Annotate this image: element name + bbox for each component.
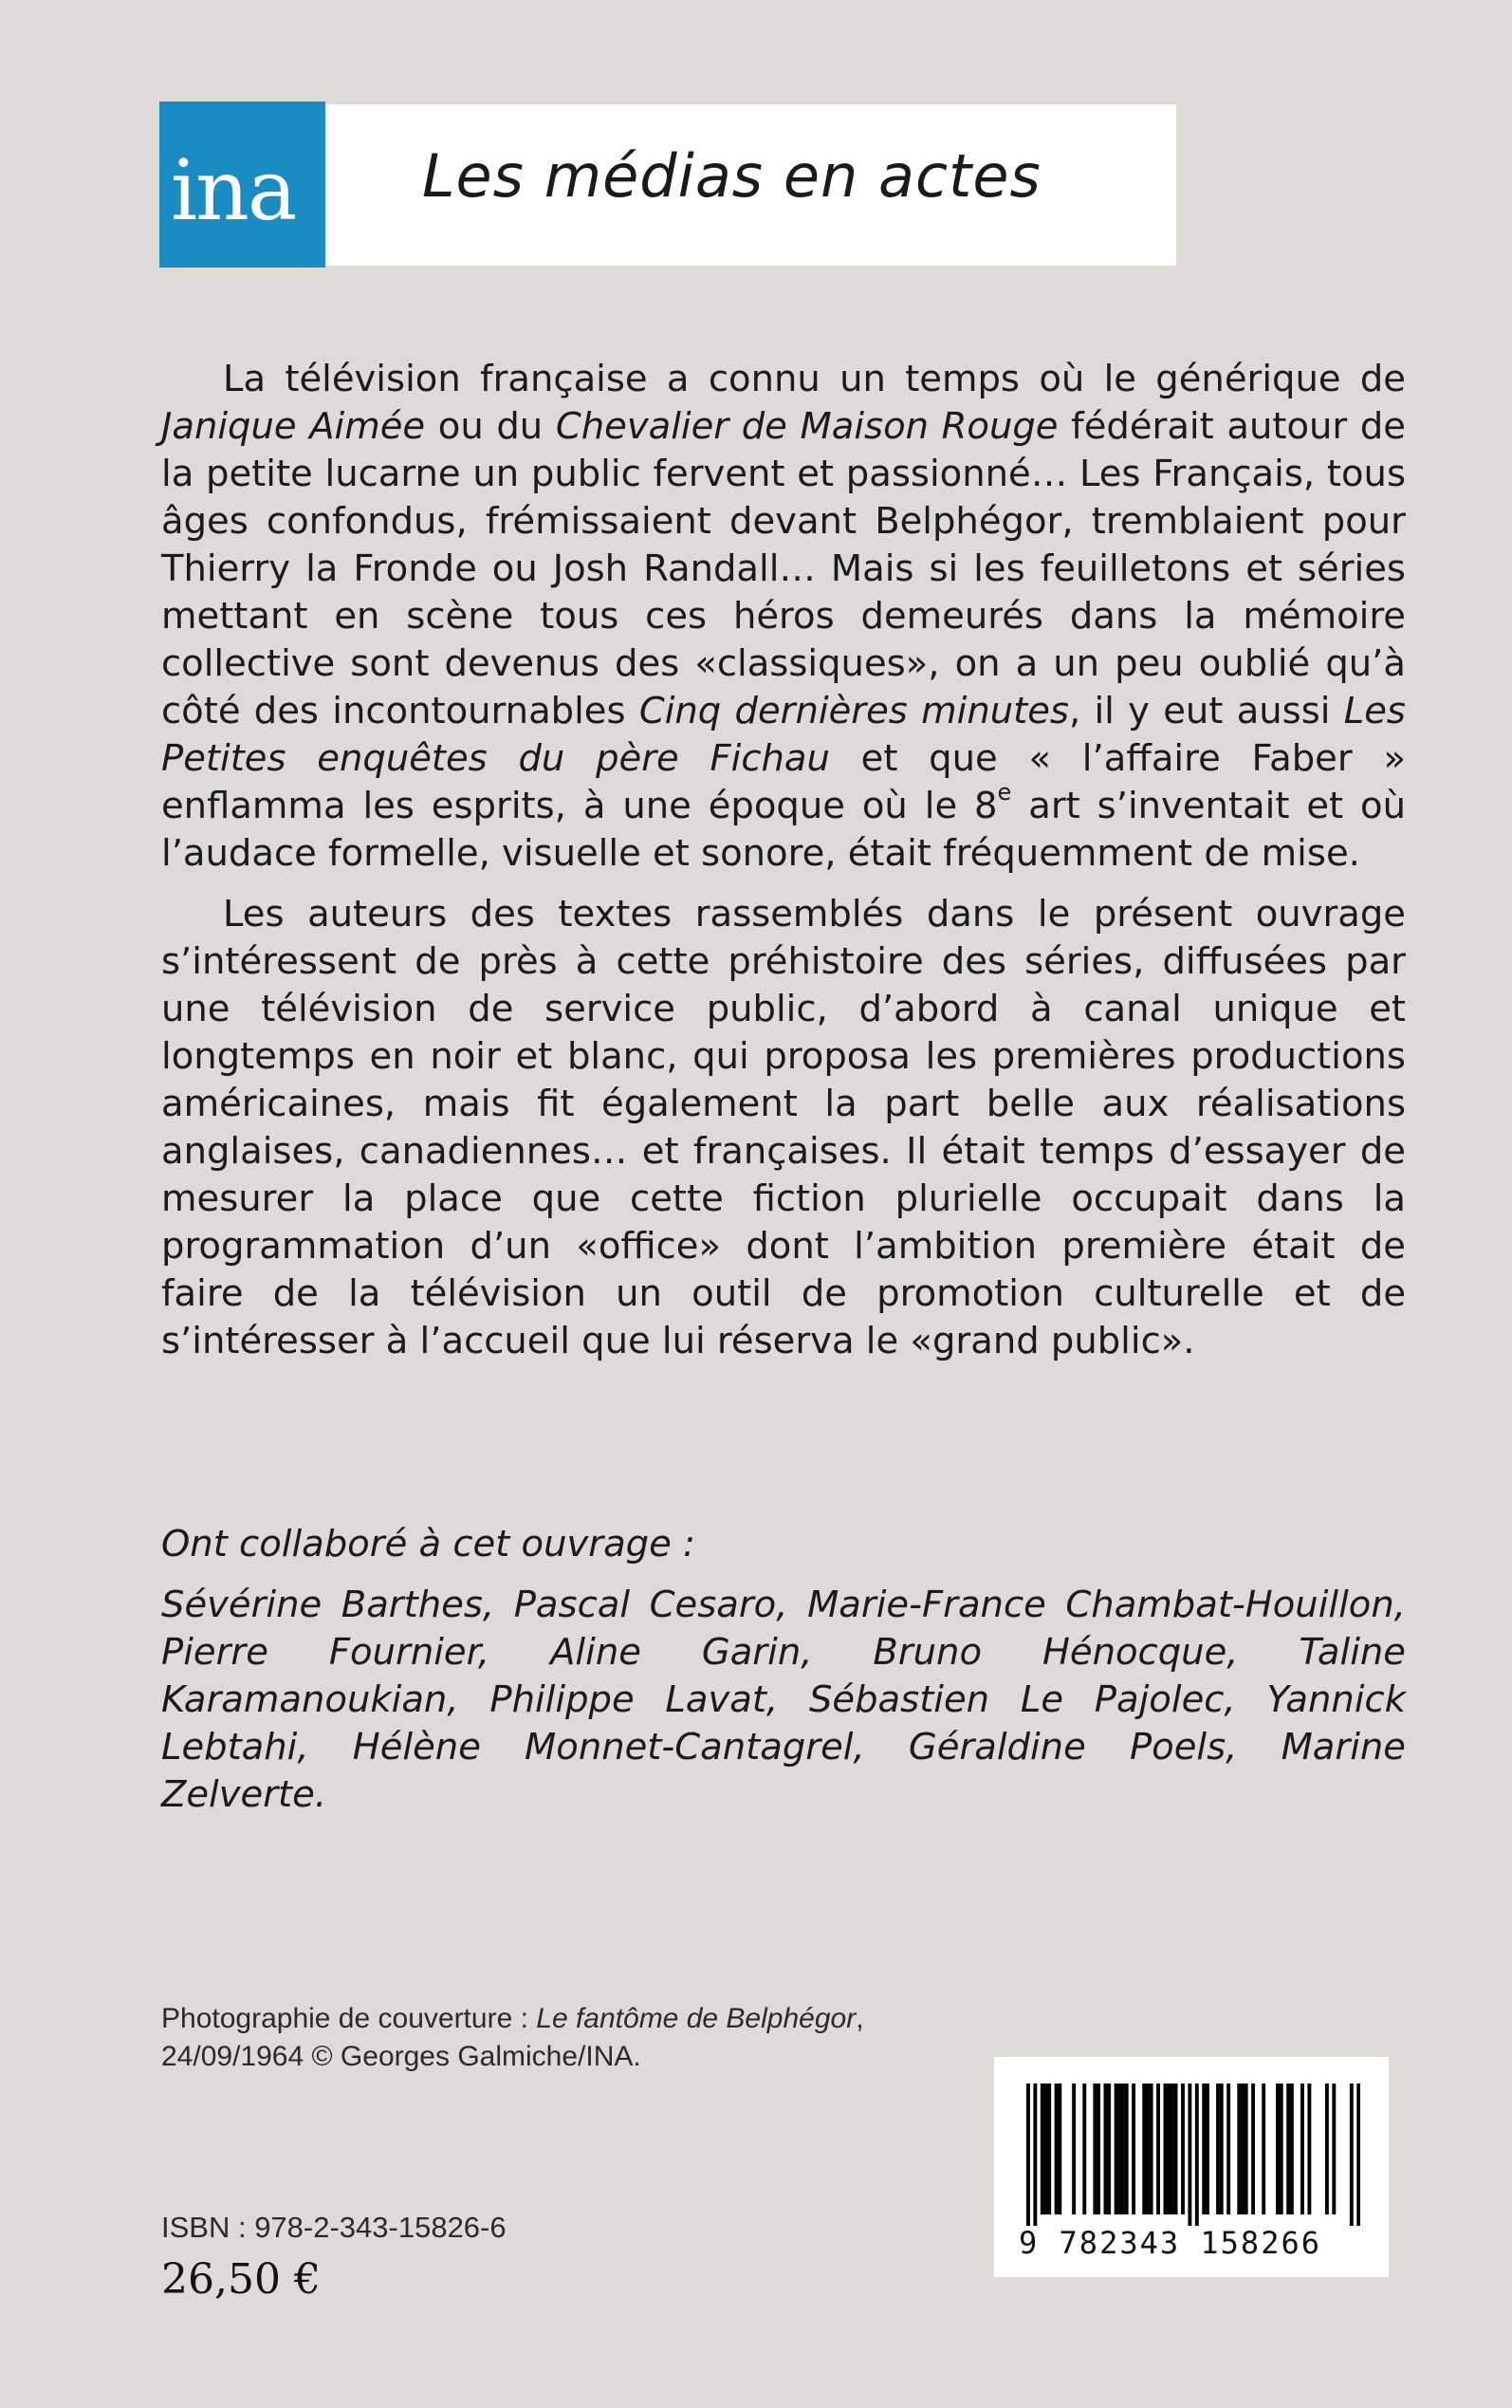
barcode-bar	[1280, 2084, 1283, 2214]
barcode-bar	[1356, 2084, 1360, 2226]
barcode-bar	[1044, 2084, 1048, 2214]
barcode-digits: 9 782343 158266	[1019, 2225, 1321, 2261]
series-title: Janique Aimée	[161, 405, 426, 448]
ina-logo	[159, 102, 325, 268]
barcode	[994, 2057, 1389, 2277]
barcode-bar	[1033, 2084, 1037, 2226]
barcode-bar	[1150, 2084, 1153, 2214]
barcode-bar	[1121, 2084, 1125, 2214]
photo-credit: Photographie de couverture : Le fantôme de Belphégor, 24/09/1964 © Georges Galmiche/INA.	[161, 2003, 864, 2072]
barcode-bar	[1097, 2084, 1100, 2214]
barcode-bar	[1245, 2084, 1248, 2214]
barcode-bar	[1220, 2084, 1224, 2214]
barcode-bar	[1107, 2084, 1111, 2214]
barcode-bar	[1226, 2084, 1230, 2214]
barcode-bar	[1156, 2084, 1160, 2214]
back-cover-blurb	[161, 356, 1406, 1365]
price: 26,50 €	[161, 2255, 321, 2304]
series-title: Cinq dernières minutes	[638, 690, 1069, 732]
barcode-bar	[1195, 2084, 1199, 2226]
barcode-bar	[1237, 2084, 1241, 2214]
barcode-bar	[1241, 2084, 1245, 2214]
barcode-bar	[1262, 2084, 1265, 2214]
barcode-bar	[1276, 2084, 1280, 2214]
blurb-paragraph-1: La télévision française a connu un temps où le générique de Janique Aimée ou du Chevalier de Maison Rouge fédérait autour de la petite lucarne un public fervent et passionné… Les Français, tous âges confondus, frémissaient devant Belphégor, tremblaient pour Thierry la Fronde ou Josh Randall… Mais si les feuilletons et séries mettant en scène tous ces héros demeurés dans la mémoire collective sont devenus des «classiques», on a un peu oublié qu’à côté des incontournables Cinq dernières minutes, il y eut aussi Les Petites enquêtes du père Fichau et que « l’affaire Faber » enflamma les esprits, à une époque où le 8e art s’inventait et où l’audace formelle, visuelle et sonore, était fréquemment de mise.	[161, 358, 1406, 875]
barcode-bar	[1093, 2084, 1097, 2214]
barcode-bar	[1325, 2084, 1329, 2214]
series-title: Les Petites enquêtes du père Fichau	[161, 690, 1406, 780]
barcode-bar	[1142, 2084, 1146, 2214]
barcode-bar	[1072, 2084, 1076, 2214]
barcode-bar	[1047, 2084, 1051, 2214]
barcode-bar	[1132, 2084, 1135, 2214]
barcode-bar	[1300, 2084, 1304, 2214]
barcode-bar	[1026, 2084, 1030, 2226]
barcode-bar	[1206, 2084, 1209, 2214]
barcode-bar	[1332, 2084, 1336, 2214]
barcode-bar	[1181, 2084, 1185, 2214]
blurb-paragraph-2: Les auteurs des textes rassemblés dans le présent ouvrage s’intéressent de près à cette préhistoire des séries, diffusées par une télévision de service public, d’abord à canal unique et longtemps en noir et blanc, qui proposa les premières productions américaines, mais fit également la part belle aux réalisations anglaises, canadiennes… et françaises. Il était temps d’essayer de mesurer la place que cette fiction plurielle occupait dans la programmation d’un «office» dont l’ambition première était de faire de la télévision un outil de promotion culturelle et de s’intéresser à l’accueil que lui réserva le «grand public».	[161, 893, 1406, 1362]
barcode-bar	[1125, 2084, 1129, 2214]
barcode-bar	[1164, 2084, 1168, 2214]
barcode-bar	[1202, 2084, 1206, 2214]
series-title: Chevalier de Maison Rouge	[555, 405, 1059, 448]
barcode-bar	[1171, 2084, 1174, 2214]
barcode-bar	[1167, 2084, 1171, 2214]
barcode-bar	[1286, 2084, 1290, 2214]
barcode-bar	[1290, 2084, 1294, 2214]
barcode-bar	[1055, 2084, 1059, 2214]
barcode-bar	[1216, 2084, 1220, 2214]
contributors-heading: Ont collaboré à cet ouvrage :	[161, 1523, 696, 1565]
barcode-bar	[1307, 2084, 1311, 2214]
barcode-bar	[1082, 2084, 1086, 2214]
barcode-bars	[1026, 2084, 1360, 2226]
barcode-bar	[1188, 2084, 1191, 2226]
barcode-bar	[1104, 2084, 1108, 2214]
contributors-list: Sévérine Barthes, Pascal Cesaro, Marie-France Chambat-Houillon, Pierre Fournier, Aline Garin, Bruno Hénocque, Taline Karamanoukian, Philippe Lavat, Sébastien Le Pajolec, Yannick Lebtahi, Hélène Monnet-Cantagrel, Géraldine Poels, Marine Zelverte.	[161, 1584, 1406, 1816]
barcode-bar	[1350, 2084, 1354, 2226]
barcode-bar	[1117, 2084, 1121, 2214]
barcode-bar	[1146, 2084, 1150, 2214]
barcode-bar	[1041, 2084, 1044, 2214]
barcode-bar	[1174, 2084, 1178, 2214]
barcode-bar	[1251, 2084, 1255, 2214]
barcode-bar	[1058, 2084, 1061, 2214]
photo-title: Le fantôme de Belphégor	[536, 2003, 857, 2034]
collection-title: Les médias en actes	[422, 141, 1042, 211]
isbn: ISBN : 978-2-343-15826-6	[161, 2211, 507, 2244]
ina-logo-text: ina	[171, 141, 296, 239]
barcode-bar	[1115, 2084, 1118, 2214]
